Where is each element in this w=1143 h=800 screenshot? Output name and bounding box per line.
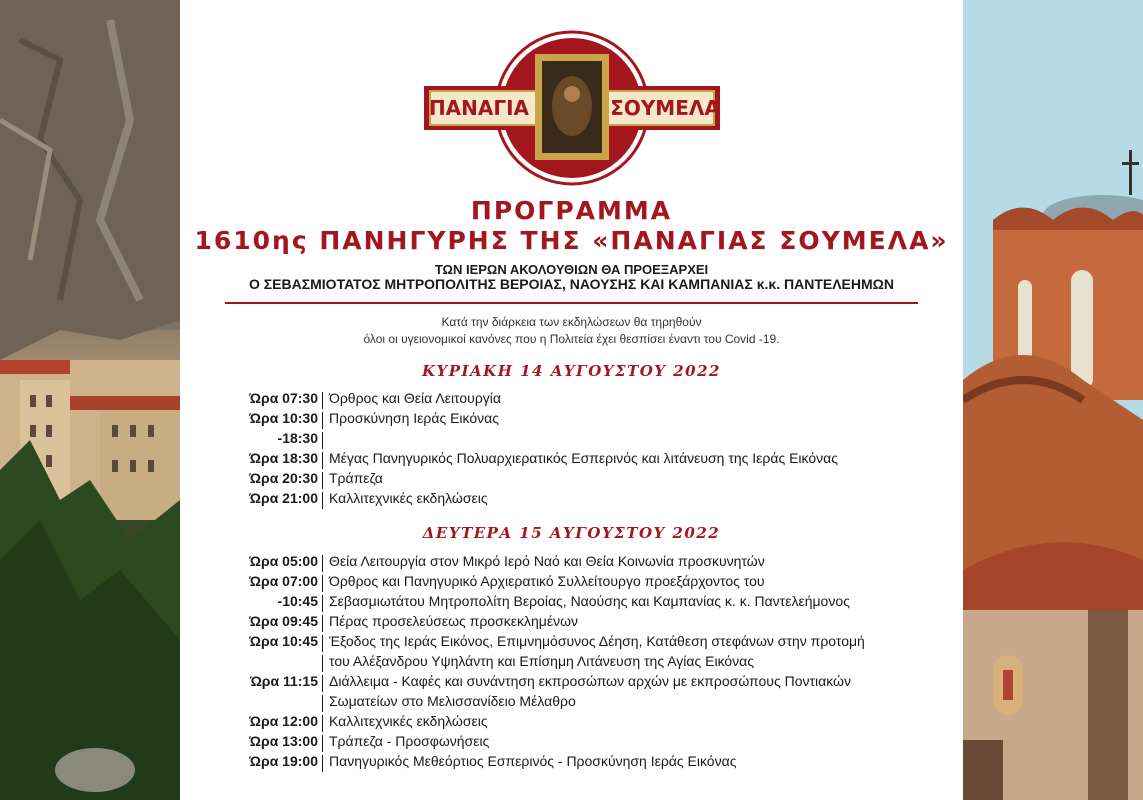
festival-title: 1610ης ΠΑΝΗΓΥΡΗΣ ΤΗΣ «ΠΑΝΑΓΙΑΣ ΣΟΥΜΕΛΑ»	[194, 226, 949, 255]
row-separator	[322, 675, 323, 692]
schedule-row	[180, 430, 963, 450]
row-separator	[322, 655, 323, 672]
schedule-row	[180, 753, 963, 773]
schedule-time: Ώρα 10:45	[249, 633, 318, 649]
schedule-time: Ώρα 19:00	[249, 753, 318, 769]
row-separator	[322, 492, 323, 509]
schedule-time: Ώρα 18:30	[249, 450, 318, 466]
day-heading-sunday: ΚΥΡΙΑΚΗ 14 ΑΥΓΟΥΣΤΟΥ 2022	[422, 362, 721, 380]
schedule-text: Σωματείων στο Μελισσανίδειο Μέλαθρο	[329, 693, 576, 709]
row-separator	[322, 755, 323, 772]
row-separator	[322, 432, 323, 449]
row-separator	[322, 575, 323, 592]
schedule-text: Όρθρος και Θεία Λειτουργία	[329, 390, 501, 406]
row-separator	[322, 615, 323, 632]
row-separator	[322, 635, 323, 652]
row-separator	[322, 595, 323, 612]
schedule-text: Έξοδος της Ιεράς Εικόνος, Επιμνημόσυνος Δέηση, Κατάθεση στεφάνων στην προτομή	[329, 633, 865, 649]
covid-notice	[180, 314, 963, 348]
schedule-row	[180, 633, 963, 653]
subtitle-line-1: ΤΩΝ ΙΕΡΩΝ ΑΚΟΛΟΥΘΙΩΝ ΘΑ ΠΡΟΕΞΑΡΧΕΙ	[434, 262, 709, 277]
schedule-time: Ώρα 12:00	[249, 713, 318, 729]
monastery-cliff-photo	[0, 0, 180, 800]
schedule-time: Ώρα 11:15	[250, 673, 318, 689]
schedule-row	[180, 573, 963, 593]
row-separator	[322, 412, 323, 429]
schedule-time: Ώρα 07:30	[249, 390, 318, 406]
row-separator	[322, 392, 323, 409]
schedule-text: του Αλέξανδρου Υψηλάντη και Επίσημη Λιτάνευση της Αγίας Εικόνας	[329, 653, 755, 669]
row-separator	[322, 555, 323, 572]
schedule-text: Προσκύνηση Ιεράς Εικόνας	[329, 410, 499, 426]
schedule-text: Καλλιτεχνικές εκδηλώσεις	[329, 490, 488, 506]
schedule-text: Μέγας Πανηγυρικός Πολυαρχιερατικός Εσπερινός και λιτάνευση της Ιεράς Εικόνας	[329, 450, 838, 466]
row-separator	[322, 715, 323, 732]
panagia-soumela-logo	[424, 28, 720, 188]
row-separator	[322, 452, 323, 469]
church-photo	[963, 0, 1143, 800]
schedule-time: Ώρα 13:00	[249, 733, 318, 749]
schedule-text: Τράπεζα	[329, 470, 383, 486]
schedule-time: Ώρα 10:30	[249, 410, 318, 426]
row-separator	[322, 472, 323, 489]
program-title: ΠΡΟΓΡΑΜΜΑ	[470, 196, 673, 225]
schedule-row	[180, 490, 963, 510]
row-separator	[322, 695, 323, 712]
schedule-text: Όρθρος και Πανηγυρικό Αρχιερατικό Συλλείτουργο προεξάρχοντος του	[329, 573, 765, 589]
logo-left-word: ΠΑΝΑΓΙΑ	[428, 96, 530, 120]
schedule-row	[180, 733, 963, 753]
schedule-time: Ώρα 20:30	[249, 470, 318, 486]
schedule-text: Πανηγυρικός Μεθεόρτιος Εσπερινός - Προσκύνηση Ιεράς Εικόνας	[329, 753, 737, 769]
schedule-row	[180, 653, 963, 673]
program-panel	[180, 0, 963, 800]
day-heading-monday: ΔΕΥΤΕΡΑ 15 ΑΥΓΟΥΣΤΟΥ 2022	[422, 524, 721, 542]
notice-line-2: όλοι οι υγειονομικοί κανόνες που η Πολιτεία έχει θεσπίσει έναντι του Covid -19.	[363, 332, 780, 346]
monastery-cliff-illustration	[0, 0, 180, 800]
divider	[225, 302, 918, 304]
schedule-time: Ώρα 09:45	[249, 613, 318, 629]
schedule-row	[180, 613, 963, 633]
schedule-time: -10:45	[277, 593, 318, 609]
row-separator	[322, 735, 323, 752]
subtitle-line-2: Ο ΣΕΒΑΣΜΙΟΤΑΤΟΣ ΜΗΤΡΟΠΟΛΙΤΗΣ ΒΕΡΟΙΑΣ, ΝΑΟΥΣΗΣ ΚΑΙ ΚΑΜΠΑΝΙΑΣ κ.κ. ΠΑΝΤΕΛΕΗΜΩΝ	[248, 276, 894, 292]
notice-line-1: Κατά την διάρκεια των εκδηλώσεων θα τηρηθούν	[441, 315, 702, 329]
schedule-text: Πέρας προσελεύσεως προσκεκλημένων	[329, 613, 578, 629]
schedule-sunday	[180, 390, 963, 510]
schedule-text: Καλλιτεχνικές εκδηλώσεις	[329, 713, 488, 729]
schedule-text: Θεία Λειτουργία στον Μικρό Ιερό Ναό και Θεία Κοινωνία προσκυνητών	[329, 553, 765, 569]
schedule-monday	[180, 553, 963, 773]
schedule-row	[180, 713, 963, 733]
schedule-row	[180, 410, 963, 430]
schedule-time: -18:30	[277, 430, 318, 446]
schedule-row	[180, 450, 963, 470]
schedule-text: Σεβασμιωτάτου Μητροπολίτη Βεροίας, Ναούσης και Καμπανίας κ. κ. Παντελεήμονος	[329, 593, 850, 609]
schedule-text: Τράπεζα - Προσφωνήσεις	[329, 733, 490, 749]
schedule-time: Ώρα 21:00	[249, 490, 318, 506]
schedule-row	[180, 693, 963, 713]
schedule-row	[180, 390, 963, 410]
schedule-row	[180, 553, 963, 573]
schedule-time: Ώρα 05:00	[249, 553, 318, 569]
schedule-time: Ώρα 07:00	[249, 573, 318, 589]
schedule-text: Διάλλειμα - Καφές και συνάντηση εκπροσώπων αρχών με εκπροσώπους Ποντιακών	[329, 673, 851, 689]
schedule-row	[180, 470, 963, 490]
logo-right-word: ΣΟΥΜΕΛΑ	[610, 96, 720, 120]
schedule-row	[180, 673, 963, 693]
schedule-row	[180, 593, 963, 613]
church-illustration	[963, 0, 1143, 800]
